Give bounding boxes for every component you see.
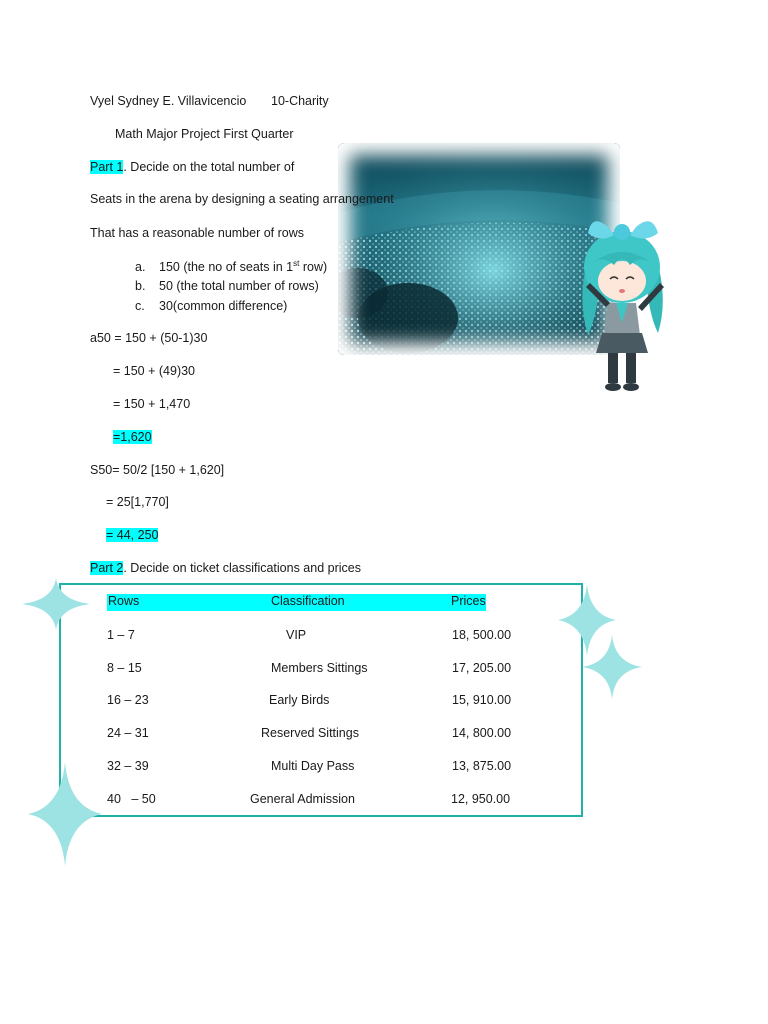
sparkle-icon <box>582 635 642 699</box>
row-classification: Reserved Sittings <box>261 726 359 740</box>
list-item-a <box>135 259 327 274</box>
a50-line1: a50 = 150 + (50-1)30 <box>90 331 208 345</box>
part1-line2 <box>90 192 394 206</box>
sparkle-icon <box>22 578 90 630</box>
list-marker: a. <box>135 260 146 275</box>
row-classification: General Admission <box>250 792 355 806</box>
table-header-classification: Classification <box>271 594 345 608</box>
list-item-text: 50 (the total number of rows) <box>159 279 319 293</box>
part1-heading <box>90 160 294 174</box>
list-item-b <box>135 279 319 293</box>
part1-line3: That has a reasonable number of rows <box>90 226 305 240</box>
row-range: 32 – 39 <box>107 759 149 773</box>
document-title: Math Major Project First Quarter <box>115 127 294 141</box>
list-item-text-after: row) <box>299 260 328 275</box>
s50-line2: = 25[1,770] <box>106 495 169 509</box>
class-section: 10-Charity <box>271 94 329 108</box>
author-name: Vyel Sydney E. Villavicencio <box>90 94 247 108</box>
list-marker: c. <box>135 299 145 313</box>
row-classification: Early Birds <box>269 693 330 707</box>
list-item-text: 30(common difference) <box>159 299 288 313</box>
row-classification: Multi Day Pass <box>271 759 355 773</box>
anime-figure-sticker <box>570 205 675 398</box>
row-price: 13, 875.00 <box>452 759 512 773</box>
a50-line3: = 150 + 1,470 <box>113 397 191 411</box>
part2-label: Part 2 <box>90 561 124 575</box>
row-range: 24 – 31 <box>107 726 149 740</box>
row-price: 17, 205.00 <box>452 661 512 675</box>
list-item-c <box>135 299 287 313</box>
a50-line2: = 150 + (49)30 <box>113 364 196 378</box>
superscript: st <box>293 259 300 268</box>
row-classification: Members Sittings <box>271 661 368 675</box>
row-price: 18, 500.00 <box>452 628 512 642</box>
s50-line1: S50= 50/2 [150 + 1,620] <box>90 463 225 477</box>
part2-heading <box>90 561 361 575</box>
part1-line2-text: Seats in the arena by designing a seating arrangement <box>90 192 394 206</box>
row-price: 15, 910.00 <box>452 693 512 707</box>
list-marker: b. <box>135 279 146 293</box>
row-price: 12, 950.00 <box>451 792 511 806</box>
row-price: 14, 800.00 <box>452 726 512 740</box>
row-range: 16 – 23 <box>107 693 149 707</box>
row-range: 8 – 15 <box>107 661 142 675</box>
sparkle-icon <box>28 762 102 866</box>
table-header-prices: Prices <box>451 594 486 608</box>
s50-result: = 44, 250 <box>106 528 159 542</box>
row-range: 1 – 7 <box>107 628 135 642</box>
list-item-text: 150 (the no of seats in 1 <box>159 260 294 275</box>
part1-label: Part 1 <box>90 160 124 174</box>
a50-result: =1,620 <box>113 430 152 444</box>
table-header-rows: Rows <box>108 594 140 608</box>
part1-line1: . Decide on the total number of <box>123 160 295 174</box>
row-range: 40 – 50 <box>107 792 156 806</box>
part2-line: . Decide on ticket classifications and prices <box>123 561 361 575</box>
row-classification: VIP <box>286 628 307 642</box>
